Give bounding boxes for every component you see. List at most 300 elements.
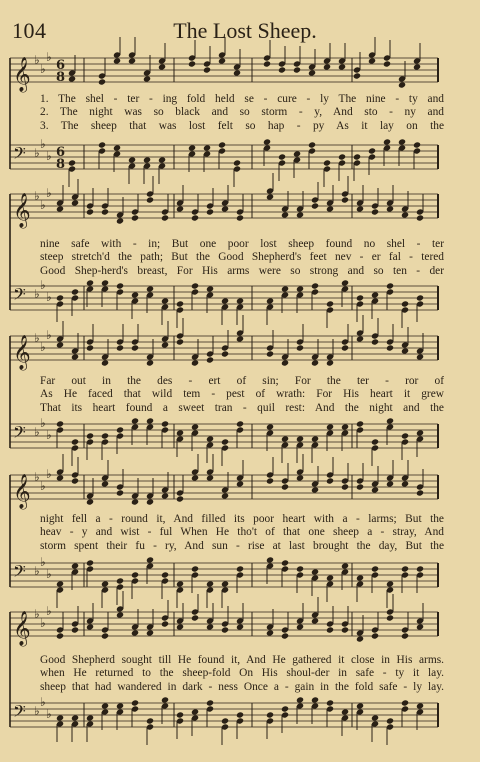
note-head (326, 300, 334, 307)
note-head (158, 63, 166, 70)
note-head (266, 711, 274, 718)
note-head (401, 211, 409, 218)
note-head (218, 57, 226, 64)
note-head (356, 574, 364, 581)
note-head (356, 635, 364, 642)
note-head (161, 341, 169, 348)
note-head (101, 208, 109, 215)
note-head (236, 711, 244, 718)
lyrics-system-3 (40, 375, 444, 415)
note-head (341, 196, 349, 203)
note-head (71, 199, 79, 206)
note-head (176, 623, 184, 630)
lyric-verse-2: when He returned to the sheep-fold On His shoul-der in safe - ty it lay. (40, 667, 444, 680)
note-head (116, 489, 124, 496)
note-head (401, 565, 409, 572)
lyric-verse-3: 3. The sheep that was lost felt so hap - py As it lay on the (40, 119, 444, 132)
flat-icon: ♭ (34, 607, 40, 621)
note-head (311, 359, 319, 366)
note-head (281, 435, 289, 442)
flat-icon: ♭ (46, 567, 52, 581)
note-head (191, 282, 199, 289)
note-head (86, 208, 94, 215)
lyric-verse-1: Far out in the des - ert of sin; For the ter - ror of (40, 375, 444, 387)
note-head (341, 279, 349, 286)
note-head (263, 60, 271, 67)
flat-icon: ♭ (46, 467, 52, 481)
note-head (56, 205, 64, 212)
note-head (371, 208, 379, 215)
flat-icon: ♭ (34, 470, 40, 484)
note-head (413, 141, 421, 148)
note-head (368, 147, 376, 154)
note-head (176, 338, 184, 345)
note-head (281, 359, 289, 366)
note-head (71, 714, 79, 721)
note-head (356, 702, 364, 709)
bass-clef-icon: 𝄢 (13, 561, 26, 585)
treble-clef-icon: 𝄞 (13, 474, 31, 509)
note-head (146, 196, 154, 203)
lyric-verse-2: steep stretch'd the path; But the Good Shepherd's feet nev - er fal - tered (40, 251, 444, 264)
note-head (398, 81, 406, 88)
note-head (308, 141, 316, 148)
note-head (221, 438, 229, 445)
time-signature-bottom: 8 (56, 157, 66, 172)
note-head (266, 350, 274, 357)
note-head (386, 614, 394, 621)
note-head (206, 580, 214, 587)
note-head (413, 63, 421, 70)
note-head (416, 214, 424, 221)
note-head (278, 153, 286, 160)
note-head (266, 477, 274, 484)
note-head (116, 577, 124, 584)
note-head (161, 696, 169, 703)
note-head (266, 556, 274, 563)
flat-icon: ♭ (34, 189, 40, 203)
bass-clef-icon: 𝄢 (13, 143, 26, 167)
lyric-verse-1: nine safe with - in; But one poor lost sheep found no shel - ter (40, 238, 444, 250)
note-head (206, 435, 214, 442)
lyric-verse-3: storm spent their fu - ry, And sun - rise at last brought the day, But the (40, 539, 444, 552)
note-head (383, 138, 391, 145)
note-head (71, 562, 79, 569)
lyrics-system-1 (40, 93, 444, 133)
note-head (101, 702, 109, 709)
note-head (191, 708, 199, 715)
note-head (416, 702, 424, 709)
note-head (86, 344, 94, 351)
note-head (146, 629, 154, 636)
note-head (326, 359, 334, 366)
note-head (311, 568, 319, 575)
note-head (221, 492, 229, 499)
time-signature-bottom: 8 (56, 70, 66, 85)
note-head (221, 297, 229, 304)
flat-icon: ♭ (40, 137, 46, 151)
note-head (191, 614, 199, 621)
bass-clef-icon: 𝄢 (13, 422, 26, 446)
note-head (71, 477, 79, 484)
note-head (236, 565, 244, 572)
note-head (293, 66, 301, 73)
note-head (236, 214, 244, 221)
flat-icon: ♭ (40, 62, 46, 76)
note-head (341, 626, 349, 633)
note-head (221, 717, 229, 724)
flat-icon: ♭ (40, 278, 46, 292)
note-head (71, 288, 79, 295)
lyric-verse-2: heav - y and wist - ful When He tho't of that one sheep a - stray, And (40, 526, 444, 539)
note-head (296, 696, 304, 703)
note-head (203, 66, 211, 73)
note-head (161, 297, 169, 304)
note-head (146, 556, 154, 563)
lyrics-system-5 (40, 654, 444, 694)
note-head (401, 632, 409, 639)
note-head (131, 498, 139, 505)
note-head (398, 138, 406, 145)
note-head (338, 63, 346, 70)
note-head (68, 75, 76, 82)
note-head (236, 623, 244, 630)
note-head (188, 144, 196, 151)
flat-icon: ♭ (46, 149, 52, 163)
bass-clef-icon: 𝄢 (13, 284, 26, 308)
note-head (323, 159, 331, 166)
note-head (176, 495, 184, 502)
note-head (56, 714, 64, 721)
flat-icon: ♭ (34, 53, 40, 67)
note-head (131, 344, 139, 351)
note-head (191, 565, 199, 572)
note-head (206, 208, 214, 215)
note-head (221, 205, 229, 212)
note-head (161, 214, 169, 221)
flat-icon: ♭ (40, 695, 46, 709)
note-head (116, 426, 124, 433)
note-head (281, 632, 289, 639)
note-head (281, 559, 289, 566)
note-head (236, 297, 244, 304)
lyric-verse-2: As He faced that wild tem - pest of wrath: For His heart it grew (40, 388, 444, 401)
note-head (116, 611, 124, 618)
note-head (353, 153, 361, 160)
note-head (128, 156, 136, 163)
note-head (386, 205, 394, 212)
note-head (323, 63, 331, 70)
note-head (416, 623, 424, 630)
note-head (356, 335, 364, 342)
note-head (416, 294, 424, 301)
flat-icon: ♭ (46, 290, 52, 304)
flat-icon: ♭ (40, 555, 46, 569)
note-head (311, 435, 319, 442)
note-head (176, 711, 184, 718)
note-head (386, 282, 394, 289)
note-head (401, 432, 409, 439)
note-head (101, 580, 109, 587)
note-head (116, 282, 124, 289)
note-head (386, 417, 394, 424)
note-head (56, 580, 64, 587)
note-head (401, 699, 409, 706)
lyric-verse-3: That its heart found a sweet tran - quil rest: And the night and the (40, 401, 444, 414)
note-head (206, 356, 214, 363)
note-head (146, 359, 154, 366)
note-head (326, 574, 334, 581)
time-signature-top: 6 (56, 58, 66, 73)
note-head (296, 565, 304, 572)
note-head (308, 69, 316, 76)
note-head (131, 699, 139, 706)
note-head (326, 626, 334, 633)
note-head (203, 144, 211, 151)
note-head (233, 159, 241, 166)
lyric-verse-1: 1. The shel - ter - ing fold held se - cure - ly The nine - ty and (40, 93, 444, 105)
note-head (176, 300, 184, 307)
note-head (191, 423, 199, 430)
note-head (176, 429, 184, 436)
note-head (371, 291, 379, 298)
note-head (278, 66, 286, 73)
note-head (56, 632, 64, 639)
note-head (416, 429, 424, 436)
note-head (356, 294, 364, 301)
note-head (263, 138, 271, 145)
note-head (86, 714, 94, 721)
note-head (101, 632, 109, 639)
note-head (326, 423, 334, 430)
note-head (371, 714, 379, 721)
note-head (221, 350, 229, 357)
note-head (56, 341, 64, 348)
note-head (206, 623, 214, 630)
note-head (401, 480, 409, 487)
note-head (416, 565, 424, 572)
flat-icon: ♭ (46, 328, 52, 342)
note-head (341, 562, 349, 569)
flat-icon: ♭ (40, 340, 46, 354)
note-head (356, 205, 364, 212)
note-head (101, 480, 109, 487)
note-head (191, 359, 199, 366)
note-head (293, 150, 301, 157)
lyrics-system-4 (40, 513, 444, 553)
note-head (371, 565, 379, 572)
note-head (161, 492, 169, 499)
flat-icon: ♭ (46, 707, 52, 721)
note-head (116, 217, 124, 224)
treble-clef-icon: 𝄞 (13, 335, 31, 370)
note-head (188, 60, 196, 67)
note-head (311, 486, 319, 493)
note-head (146, 717, 154, 724)
lyric-verse-3: sheep that had wandered in dark - ness Once a - gain in the fold safe - ly lay. (40, 680, 444, 693)
note-head (116, 702, 124, 709)
note-head (233, 69, 241, 76)
note-head (71, 626, 79, 633)
note-head (191, 474, 199, 481)
page-number: 104 (12, 18, 47, 43)
note-head (146, 417, 154, 424)
note-head (341, 483, 349, 490)
note-head (86, 559, 94, 566)
treble-clef-icon: 𝄞 (13, 57, 31, 92)
note-head (98, 78, 106, 85)
note-head (386, 480, 394, 487)
note-head (281, 705, 289, 712)
note-head (161, 620, 169, 627)
note-head (281, 211, 289, 218)
note-head (131, 291, 139, 298)
note-head (296, 474, 304, 481)
note-head (371, 338, 379, 345)
note-head (371, 438, 379, 445)
flat-icon: ♭ (34, 564, 40, 578)
note-head (296, 285, 304, 292)
flat-icon: ♭ (40, 198, 46, 212)
note-head (56, 420, 64, 427)
note-head (131, 629, 139, 636)
note-head (236, 335, 244, 342)
flat-icon: ♭ (46, 428, 52, 442)
note-head (146, 285, 154, 292)
note-head (296, 623, 304, 630)
note-head (101, 432, 109, 439)
note-head (296, 344, 304, 351)
note-head (296, 211, 304, 218)
bass-clef-icon: 𝄢 (13, 701, 26, 725)
note-head (98, 141, 106, 148)
note-head (86, 279, 94, 286)
treble-clef-icon: 𝄞 (13, 193, 31, 228)
note-head (266, 193, 274, 200)
note-head (353, 72, 361, 79)
note-head (86, 623, 94, 630)
note-head (326, 477, 334, 484)
flat-icon: ♭ (46, 604, 52, 618)
note-head (341, 708, 349, 715)
note-head (266, 423, 274, 430)
note-head (176, 580, 184, 587)
note-head (221, 580, 229, 587)
note-head (56, 294, 64, 301)
note-head (86, 498, 94, 505)
note-head (206, 474, 214, 481)
note-head (356, 420, 364, 427)
note-head (131, 417, 139, 424)
note-head (371, 486, 379, 493)
note-head (341, 423, 349, 430)
note-head (383, 60, 391, 67)
flat-icon: ♭ (34, 425, 40, 439)
note-head (236, 420, 244, 427)
note-head (113, 57, 121, 64)
lyric-verse-2: 2. The night was so black and so storm - y, And sto - ny and (40, 106, 444, 119)
lyric-verse-3: Good Shep-herd's breast, For His arms were so strong and so ten - der (40, 264, 444, 277)
note-head (311, 202, 319, 209)
note-head (161, 420, 169, 427)
note-head (158, 156, 166, 163)
note-head (128, 57, 136, 64)
note-head (281, 483, 289, 490)
note-head (206, 285, 214, 292)
note-head (311, 282, 319, 289)
note-head (401, 300, 409, 307)
note-head (356, 483, 364, 490)
flat-icon: ♭ (46, 50, 52, 64)
flat-icon: ♭ (40, 616, 46, 630)
note-head (341, 344, 349, 351)
note-head (68, 159, 76, 166)
flat-icon: ♭ (40, 479, 46, 493)
note-head (368, 57, 376, 64)
note-head (131, 571, 139, 578)
note-head (143, 156, 151, 163)
note-head (143, 75, 151, 82)
flat-icon: ♭ (34, 287, 40, 301)
note-head (386, 344, 394, 351)
note-head (101, 359, 109, 366)
note-head (236, 480, 244, 487)
note-head (386, 580, 394, 587)
flat-icon: ♭ (34, 704, 40, 718)
note-head (416, 353, 424, 360)
note-head (326, 205, 334, 212)
note-head (401, 347, 409, 354)
note-head (311, 617, 319, 624)
note-head (311, 696, 319, 703)
flat-icon: ♭ (40, 416, 46, 430)
flat-icon: ♭ (46, 186, 52, 200)
note-head (266, 297, 274, 304)
time-signature-top: 6 (56, 145, 66, 160)
note-head (71, 353, 79, 360)
hymn-title: The Lost Sheep. (173, 18, 317, 43)
note-head (326, 699, 334, 706)
lyric-verse-1: night fell a - round it, And filled its poor heart with a - larms; But the (40, 513, 444, 525)
note-head (113, 144, 121, 151)
note-head (206, 699, 214, 706)
note-head (386, 717, 394, 724)
note-head (218, 141, 226, 148)
treble-clef-icon: 𝄞 (13, 611, 31, 646)
lyrics-system-2 (40, 238, 444, 278)
note-head (86, 432, 94, 439)
note-head (416, 489, 424, 496)
note-head (101, 279, 109, 286)
note-head (71, 438, 79, 445)
note-head (296, 435, 304, 442)
note-head (371, 632, 379, 639)
note-head (116, 344, 124, 351)
note-head (176, 205, 184, 212)
note-head (146, 498, 154, 505)
note-head (221, 626, 229, 633)
lyric-verse-1: Good Shepherd sought till He found it, And He gathered it close in His arms. (40, 654, 444, 666)
note-head (56, 474, 64, 481)
note-head (191, 214, 199, 221)
note-head (281, 285, 289, 292)
note-head (161, 571, 169, 578)
note-head (338, 153, 346, 160)
note-head (266, 629, 274, 636)
flat-icon: ♭ (34, 331, 40, 345)
note-head (131, 214, 139, 221)
flat-icon: ♭ (34, 146, 40, 160)
